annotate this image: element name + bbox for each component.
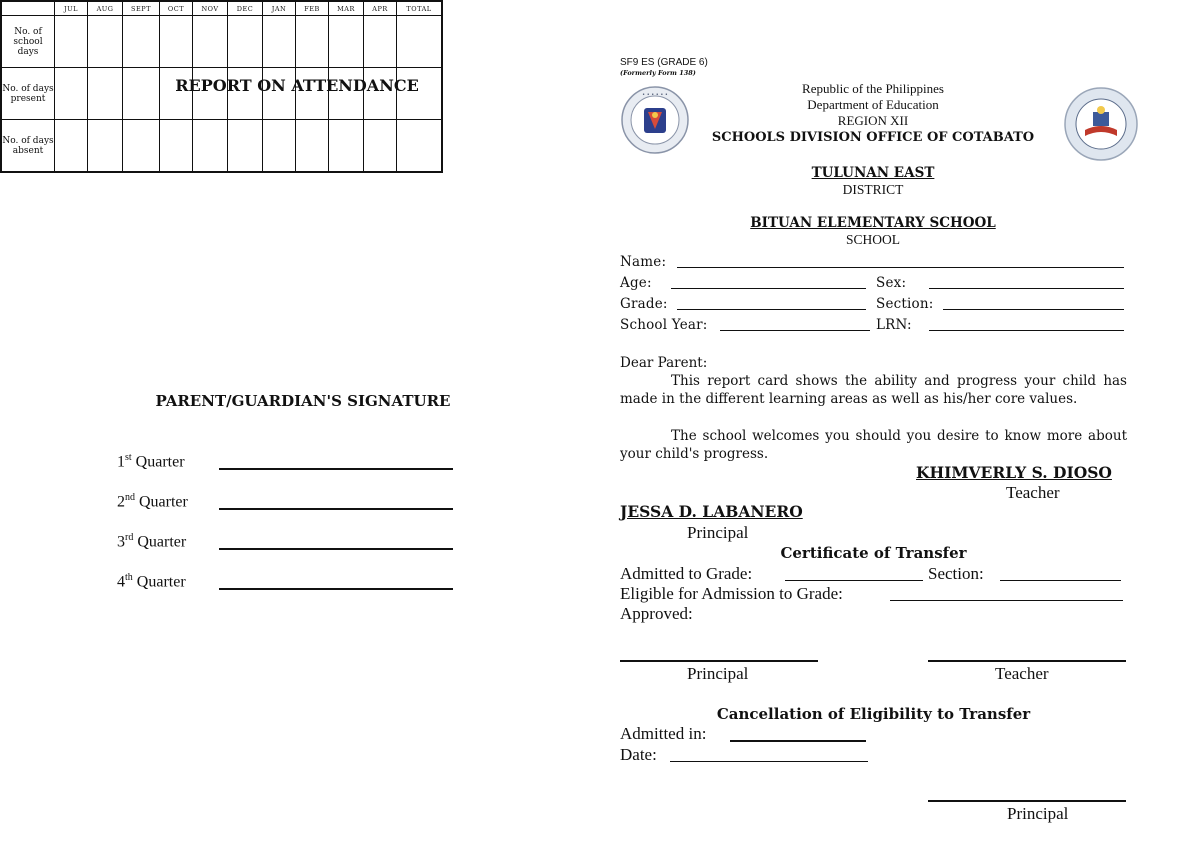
- eligible-field[interactable]: [890, 600, 1123, 601]
- quarter-number: 1: [117, 453, 125, 471]
- attendance-cell[interactable]: [397, 16, 443, 68]
- district-name: TULUNAN EAST: [811, 165, 935, 181]
- letter-paragraph-1: This report card shows the ability and progress your child has made in the different learning areas as well as his/her core values.: [620, 373, 1127, 407]
- quarter-label: Quarter: [139, 493, 188, 511]
- date-label: Date:: [620, 745, 657, 764]
- quarter-label: Quarter: [137, 533, 187, 551]
- quarter-4-signature-line[interactable]: [219, 588, 453, 590]
- attendance-cell[interactable]: [193, 120, 228, 173]
- lrn-field[interactable]: [929, 330, 1124, 331]
- admitted-in-field[interactable]: [730, 740, 866, 742]
- form-code: SF9 ES (GRADE 6): [620, 57, 708, 68]
- age-field[interactable]: [671, 288, 866, 289]
- principal-role: Principal: [687, 523, 749, 542]
- month-header: SEPT: [123, 1, 160, 16]
- quarter-2-row: [117, 492, 188, 511]
- grade-label: Grade:: [620, 296, 668, 312]
- attendance-cell[interactable]: [55, 16, 88, 68]
- attendance-cell[interactable]: [160, 120, 193, 173]
- quarter-2-signature-line[interactable]: [219, 508, 453, 510]
- cancellation-title: Cancellation of Eligibility to Transfer: [716, 705, 1031, 723]
- principal-name: JESSA D. LABANERO: [620, 502, 803, 521]
- region-text: REGION XII: [837, 113, 909, 128]
- month-header: AUG: [88, 1, 123, 16]
- admitted-in-label: Admitted in:: [620, 724, 707, 743]
- quarter-number: 2: [117, 493, 125, 511]
- attendance-cell[interactable]: [296, 16, 329, 68]
- quarter-number: 3: [117, 533, 125, 551]
- quarter-suffix: rd: [125, 532, 134, 543]
- month-header: FEB: [296, 1, 329, 16]
- attendance-row-label: No. of days absent: [1, 120, 55, 173]
- attendance-row-label: No. of school days: [1, 16, 55, 68]
- quarter-suffix: th: [125, 572, 133, 583]
- attendance-cell[interactable]: [228, 120, 263, 173]
- school-label: SCHOOL: [845, 232, 900, 247]
- month-header: APR: [364, 1, 397, 16]
- quarter-suffix: nd: [125, 492, 135, 503]
- month-header: OCT: [160, 1, 193, 16]
- department-text: Department of Education: [807, 97, 939, 112]
- age-label: Age:: [620, 275, 652, 291]
- teacher-role: Teacher: [1006, 483, 1060, 502]
- transfer-title: Certificate of Transfer: [780, 544, 967, 562]
- attendance-row: [1, 120, 442, 173]
- deped-seal-icon: [620, 85, 690, 155]
- section-field[interactable]: [943, 309, 1124, 310]
- signature-title: PARENT/GUARDIAN'S SIGNATURE: [155, 392, 451, 410]
- attendance-cell[interactable]: [55, 120, 88, 173]
- attendance-cell[interactable]: [123, 120, 160, 173]
- attendance-row: [1, 16, 442, 68]
- attendance-cell[interactable]: [329, 120, 364, 173]
- attendance-cell[interactable]: [263, 16, 296, 68]
- admitted-grade-field[interactable]: [785, 580, 923, 581]
- quarter-4-row: [117, 572, 186, 591]
- attendance-cell[interactable]: [88, 120, 123, 173]
- attendance-cell[interactable]: [193, 16, 228, 68]
- quarter-suffix: st: [125, 452, 132, 463]
- letter-greeting: Dear Parent:: [620, 355, 708, 371]
- attendance-cell[interactable]: [88, 16, 123, 68]
- date-field[interactable]: [670, 761, 868, 762]
- quarter-number: 4: [117, 573, 125, 591]
- quarter-label: Quarter: [136, 573, 186, 591]
- district-label: DISTRICT: [842, 182, 904, 197]
- quarter-3-signature-line[interactable]: [219, 548, 453, 550]
- school-year-field[interactable]: [720, 330, 870, 331]
- attendance-cell[interactable]: [296, 120, 329, 173]
- grade-field[interactable]: [677, 309, 866, 310]
- name-label: Name:: [620, 254, 667, 270]
- month-header: NOV: [193, 1, 228, 16]
- section-label: Section:: [876, 296, 934, 312]
- transfer-principal-label: Principal: [687, 664, 749, 683]
- attendance-corner-cell: [1, 1, 55, 16]
- school-year-label: School Year:: [620, 317, 708, 333]
- attendance-cell[interactable]: [160, 16, 193, 68]
- school-seal-icon: [1063, 86, 1139, 162]
- transfer-section-field[interactable]: [1000, 580, 1121, 581]
- letter-paragraph-2: The school welcomes you should you desire to know more about your child's progress.: [620, 428, 1127, 462]
- cancellation-principal-signature-line[interactable]: [928, 800, 1126, 802]
- sex-label: Sex:: [876, 275, 907, 291]
- quarter-1-row: [117, 452, 185, 471]
- transfer-teacher-label: Teacher: [995, 664, 1049, 683]
- republic-text: Republic of the Philippines: [802, 81, 944, 96]
- transfer-section-label: Section:: [928, 564, 984, 583]
- quarter-3-row: [117, 532, 186, 551]
- svg-text:• • • • • •: • • • • • •: [642, 92, 668, 98]
- quarter-1-signature-line[interactable]: [219, 468, 453, 470]
- admitted-grade-label: Admitted to Grade:: [620, 564, 753, 583]
- attendance-cell[interactable]: [263, 120, 296, 173]
- month-header: JUL: [55, 1, 88, 16]
- month-header: JAN: [263, 1, 296, 16]
- approved-label: Approved:: [620, 604, 693, 623]
- transfer-teacher-signature-line[interactable]: [928, 660, 1126, 662]
- attendance-cell[interactable]: [364, 16, 397, 68]
- school-name: BITUAN ELEMENTARY SCHOOL: [750, 215, 996, 231]
- attendance-cell[interactable]: [123, 16, 160, 68]
- month-header: TOTAL: [397, 1, 443, 16]
- transfer-principal-signature-line[interactable]: [620, 660, 818, 662]
- sex-field[interactable]: [929, 288, 1124, 289]
- lrn-label: LRN:: [876, 317, 912, 333]
- month-header: MAR: [329, 1, 364, 16]
- attendance-row-label: No. of days present: [1, 68, 55, 120]
- quarter-label: Quarter: [135, 453, 185, 471]
- attendance-cell[interactable]: [329, 16, 364, 68]
- attendance-cell[interactable]: [397, 120, 443, 173]
- teacher-name: KHIMVERLY S. DIOSO: [916, 463, 1112, 482]
- attendance-cell[interactable]: [228, 16, 263, 68]
- eligible-label: Eligible for Admission to Grade:: [620, 584, 843, 603]
- form-formerly: (Formerly Form 138): [620, 69, 696, 77]
- attendance-header-row: [1, 1, 442, 16]
- attendance-title: REPORT ON ATTENDANCE: [175, 76, 419, 95]
- attendance-cell[interactable]: [364, 120, 397, 173]
- name-field[interactable]: [677, 267, 1124, 268]
- division-text: SCHOOLS DIVISION OFFICE OF COTABATO: [711, 130, 1035, 145]
- month-header: DEC: [228, 1, 263, 16]
- cancellation-principal-label: Principal: [1007, 804, 1069, 823]
